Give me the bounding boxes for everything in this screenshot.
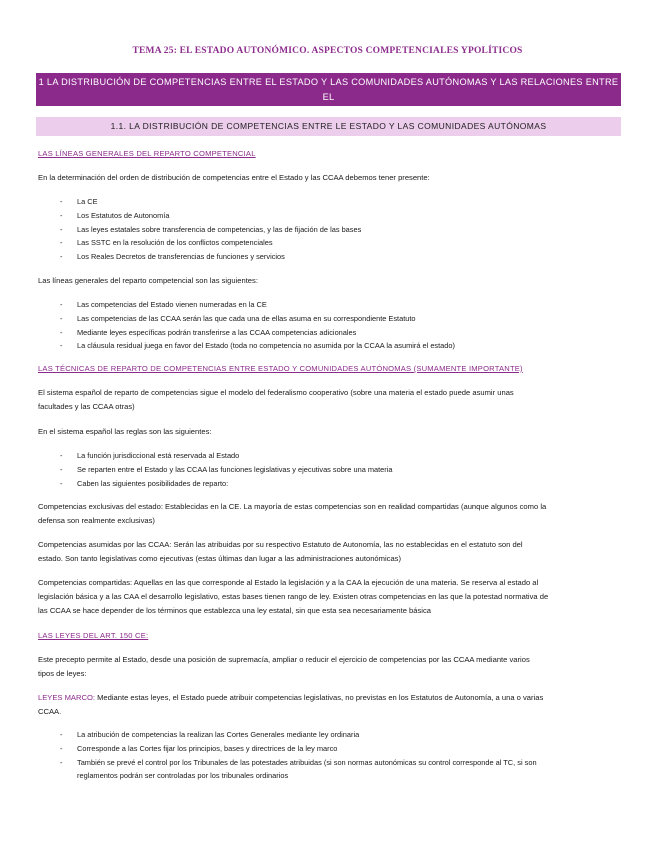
list-item: - La CE (60, 195, 620, 209)
paragraph-reglas-intro: En el sistema español las reglas son las siguientes: (38, 427, 212, 436)
list-item: - Las leyes estatales sobre transferencia de competencias, y las de fijación de las bases (60, 223, 620, 237)
paragraph-competencias-asumidas (38, 538, 618, 566)
section-banner-line-1: 1 LA DISTRIBUCIÓN DE COMPETENCIAS ENTRE EL ESTADO Y LAS COMUNIDADES AUTÓNOMAS Y LAS RELACIONES ENTRE EL (38, 77, 619, 102)
paragraph-competencias-compartidas (38, 576, 618, 618)
bullet-dash: - (60, 478, 63, 488)
bullet-dash: - (60, 252, 63, 262)
paragraph-line: Competencias asumidas por las CCAA: Serán las atribuidas por su respectivo Estatuto de Autonomía, las no establecidas en el estatuto son del (38, 540, 523, 549)
bullet-dash: - (60, 313, 63, 323)
paragraph-line: legislación básica y a las CAA el desarrollo legislativo, estas bases tienen rango de ley. Existen otras competencias en las que la potestad normativa de (38, 592, 549, 601)
list-leyes-marco (60, 728, 620, 783)
paragraph-line: estado. Son tanto legislativas como ejecutivas (estas últimas dan lugar a las administraciones autonómicas) (38, 554, 401, 563)
paragraph-line: El sistema español de reparto de competencias sigue el modelo del federalismo cooperativo (sobre una materia el estado puede asumir unas (38, 388, 514, 397)
bullet-dash: - (60, 451, 63, 460)
list-item: - Los Reales Decretos de transferencias de funciones y servicios (60, 250, 620, 264)
paragraph-line: Competencias exclusivas del estado: Establecidas en la CE. La mayoría de estas competencias son en realidad compartidas (aunque algunos como la (38, 502, 547, 511)
list-item: - Corresponde a las Cortes fijar los principios, bases y directrices de la ley marco (60, 742, 620, 756)
bullet-dash: - (60, 327, 63, 337)
section-banner-line-2: ORDENAMIENTO ESTATAL Y AUTONÓMICO (228, 107, 429, 117)
list-item: - La atribución de competencias la realizan las Cortes Generales mediante ley ordinaria (60, 728, 620, 742)
list-item: - La cláusula residual juega en favor del Estado (toda no competencia no asumida por la CCAA la asumirá el estado) (60, 339, 620, 353)
bullet-dash: - (60, 730, 63, 739)
section-banner (36, 73, 621, 117)
list-item: - Las SSTC en la resolución de los conflictos competenciales (60, 236, 620, 250)
paragraph-line: tipos de leyes: (38, 669, 87, 678)
paragraph-line: facultades y las CCAA otras) (38, 402, 135, 411)
paragraph-lineas-intro: En la determinación del orden de distribución de competencias entre el Estado y las CCAA debemos tener presente: (38, 173, 430, 182)
list-item: - La función jurisdiccional está reservada al Estado (60, 449, 620, 463)
list-item: - Caben las siguientes posibilidades de reparto: (60, 477, 620, 491)
bullet-dash: - (60, 300, 63, 309)
paragraph-competencias-exclusivas (38, 500, 618, 528)
paragraph-line: defensa son realmente exclusivas) (38, 516, 155, 525)
list-reglas (60, 449, 620, 490)
paragraph-line: LEYES MARCO: Mediante estas leyes, el Estado puede atribuir competencias legislativas, no previstas en los Estatutos de Autonomía, a una o varias (38, 693, 544, 702)
bullet-dash: - (60, 341, 63, 351)
bullet-dash: - (60, 238, 63, 248)
bullet-dash: - (60, 197, 63, 206)
bullet-dash: - (60, 743, 63, 753)
bullet-dash: - (60, 464, 63, 474)
list-lineas-generales (60, 298, 620, 353)
paragraph-lineas-intro-2: Las líneas generales del reparto competencial son las siguientes: (38, 276, 258, 285)
paragraph-leyes-marco (38, 691, 618, 719)
document-title: TEMA 25: EL ESTADO AUTONÓMICO. ASPECTOS COMPETENCIALES YPOLÍTICOS (132, 46, 523, 56)
bullet-dash: - (60, 757, 63, 767)
bullet-dash: - (60, 224, 63, 234)
heading-lineas-generales: LAS LÍNEAS GENERALES DEL REPARTO COMPETENCIAL (38, 149, 256, 158)
paragraph-line: las CCAA se hace depender de los términos que establezca una ley estatal, sin que esta sea necesariamente básica (38, 606, 432, 615)
subsection-banner: 1.1. LA DISTRIBUCIÓN DE COMPETENCIAS ENTRE LE ESTADO Y LAS COMUNIDADES AUTÓNOMAS (36, 117, 621, 136)
leyes-marco-label: LEYES MARCO: (38, 693, 95, 702)
list-fuentes (60, 195, 620, 264)
paragraph-federalismo (38, 386, 618, 414)
paragraph-line: Este precepto permite al Estado, desde una posición de supremacía, ampliar o reducir el ejercicio de competencias por las CCAA mediante varios (38, 655, 530, 664)
list-item: - Los Estatutos de Autonomía (60, 209, 620, 223)
paragraph-line: CCAA. (38, 707, 62, 716)
paragraph-line: Competencias compartidas: Aquellas en las que corresponde al Estado la legislación y a la CAA la ejecución de una materia. Se reserva al estado al (38, 578, 539, 587)
bullet-dash: - (60, 210, 63, 220)
paragraph-precepto (38, 653, 618, 681)
list-item: - Las competencias del Estado vienen numeradas en la CE (60, 298, 620, 312)
heading-leyes-art-150: LAS LEYES DEL ART. 150 CE: (38, 631, 149, 640)
list-item: - Las competencias de las CCAA serán las que cada una de ellas asuma en su correspondiente Estatuto (60, 312, 620, 326)
list-item: - También se prevé el control por los Tribunales de las potestades atribuidas (si son normas autonómicas su control corresponde al TC, si son (60, 756, 620, 770)
list-item-continuation: reglamentos podrán ser controladas por los tribunales ordinarios (77, 771, 289, 781)
heading-tecnicas-reparto: LAS TÉCNICAS DE REPARTO DE COMPETENCIAS ENTRE ESTADO Y COMUNIDADES AUTÓNOMAS (SUMAMENTE IMPORTANTE) (38, 364, 523, 373)
list-item: - Mediante leyes específicas podrán transferirse a las CCAA competencias adicionales (60, 326, 620, 340)
list-item: - Se reparten entre el Estado y las CCAA las funciones legislativas y ejecutivas sobre una materia (60, 463, 620, 477)
